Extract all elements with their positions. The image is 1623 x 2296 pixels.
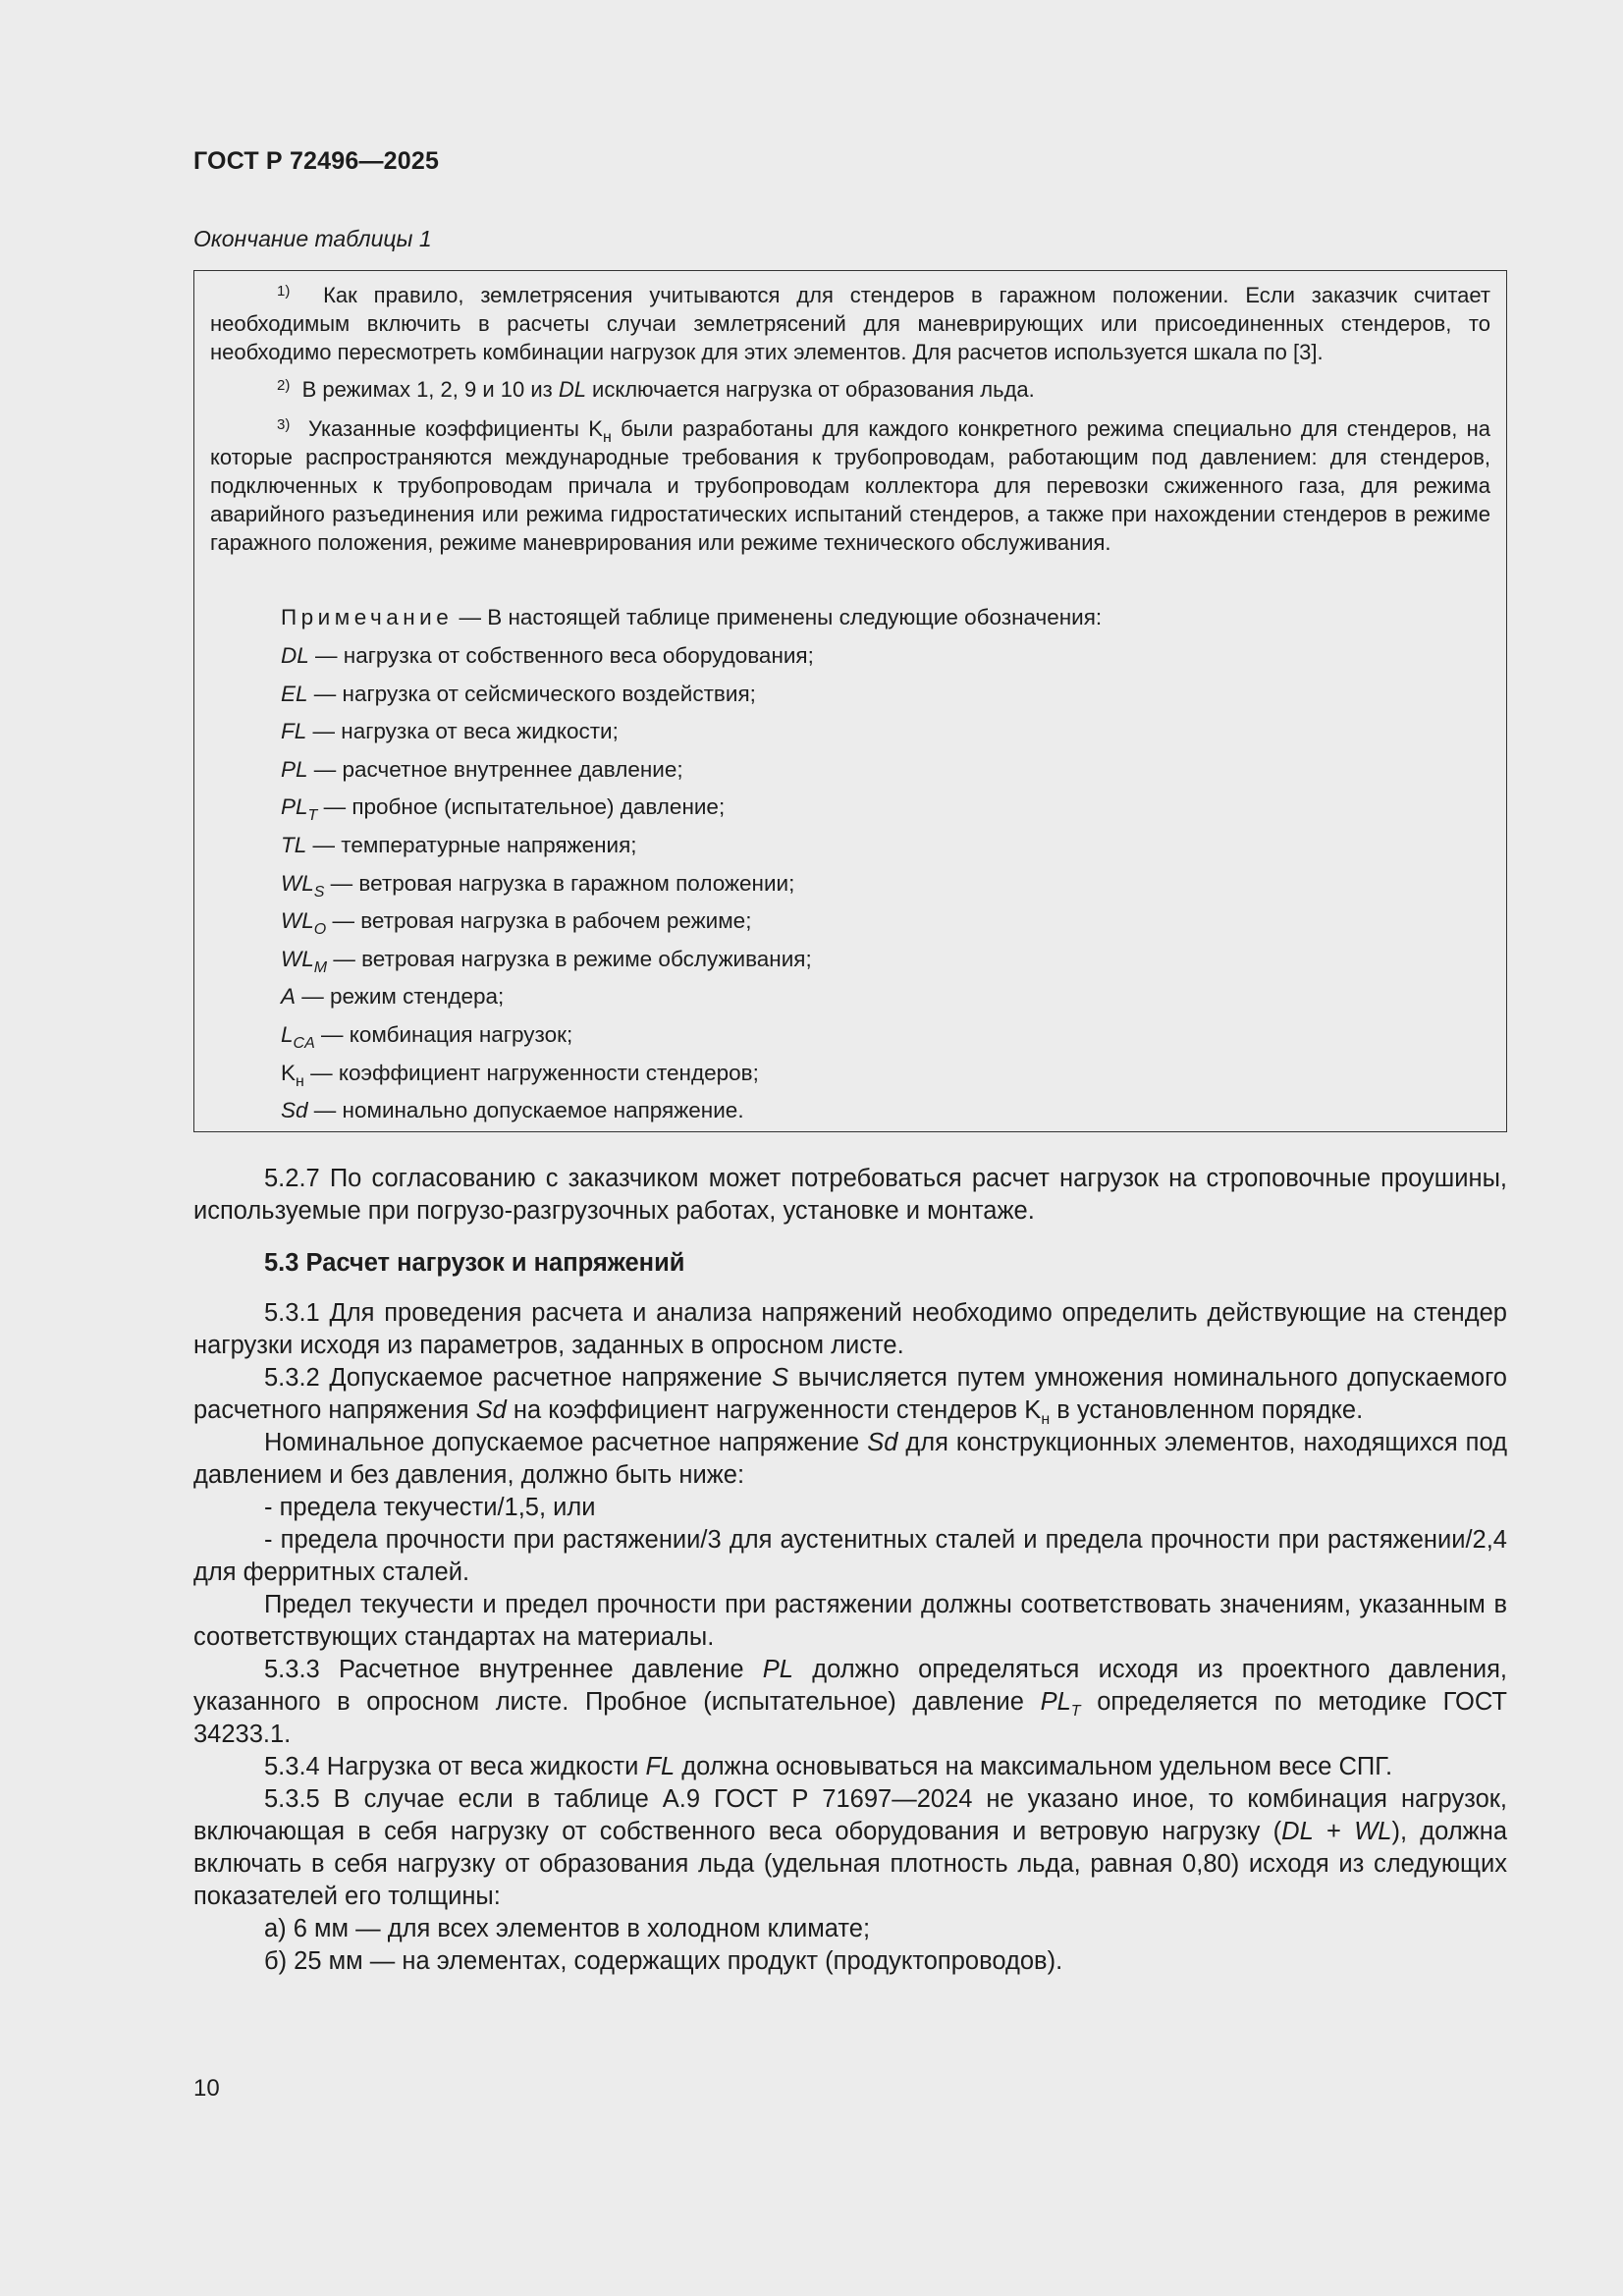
note-symbol-subscript: M: [313, 958, 328, 976]
list-item-tensile: - предела прочности при растяжении/3 для аустенитных сталей и предела прочности при растяжении/2,4 для ферритных сталей.: [193, 1526, 1507, 1586]
note-description: — режим стендера;: [296, 984, 505, 1010]
note-item: [281, 793, 726, 825]
note-heading: Примечание — В настоящей таблице применены следующие обозначения:: [281, 605, 1103, 629]
paragraph-5-3-5: 5.3.5 В случае если в таблице А.9 ГОСТ Р 71697—2024 не указано иное, то комбинация нагрузок, включающая в себя нагрузку от собственного веса оборудования и ветровую нагрузку (DL + WL), должна включать в себя нагрузку от образования льда (удельная плотность льда, равная 0,80) исходя из следующих показателей его толщины:: [193, 1785, 1507, 1910]
note-symbol: A: [281, 984, 297, 1010]
note-symbol: TL: [281, 833, 307, 857]
page-number: 10: [193, 2075, 220, 2102]
paragraph-5-3-2: 5.3.2 Допускаемое расчетное напряжение S вычисляется путем умножения номинального допускаемого расчетного напряжения Sd на коэффициент нагруженности стендеров $K_н$ в установленном порядке.: [193, 1364, 1507, 1428]
list-item-b: б) 25 мм — на элементах, содержащих продукт (продуктопроводов).: [264, 1947, 1063, 1975]
note-symbol-subscript: O: [313, 921, 327, 939]
paragraph-5-3-3: 5.3.3 Расчетное внутреннее давление PL должно определяться исходя из проектного давления, указанного в опросном листе. Пробное (испытательное) давление $PL_T$ определяется по методике ГОСТ 34233.1.: [193, 1656, 1507, 1748]
paragraph-5-3-4: 5.3.4 Нагрузка от веса жидкости FL должна основываться на максимальном удельном весе СПГ.: [264, 1753, 1393, 1780]
note-description: — ветровая нагрузка в гаражном положении;: [324, 870, 795, 896]
note-item: [281, 718, 619, 745]
note-symbol: K: [281, 1060, 297, 1085]
note-symbol: WL: [281, 870, 314, 896]
section-heading-5-3: 5.3 Расчет нагрузок и напряжений: [264, 1249, 685, 1277]
note-symbol: Sd: [281, 1098, 308, 1123]
note-item: [281, 907, 752, 939]
note-description: — температурные напряжения;: [306, 833, 637, 857]
note-symbol-subscript: н: [296, 1072, 304, 1090]
note-item: [281, 832, 637, 859]
list-item-a: а) 6 мм — для всех элементов в холодном климате;: [264, 1915, 871, 1942]
note-description: — нагрузка от сейсмического воздействия;: [307, 681, 756, 706]
document-header: ГОСТ Р 72496—2025: [193, 147, 440, 175]
note-description: — пробное (испытательное) давление;: [317, 794, 726, 820]
paragraph-yield-tensile: Предел текучести и предел прочности при растяжении должны соответствовать значениям, указанным в соответствующих стандартах на материалы.: [193, 1591, 1507, 1651]
body-text: [193, 1163, 1507, 1978]
note-symbol: DL: [281, 643, 309, 668]
note-symbol: WL: [281, 908, 314, 934]
note-item: [281, 756, 683, 784]
note-symbol: FL: [281, 719, 307, 744]
footnote-1: $^{1)}$ Как правило, землетрясения учитываются для стендеров в гаражном положении. Если заказчик считает необходимым включить в расчеты случаи землетрясений для маневрирующих или присоединенных стендеров, то необходимо пересмотреть комбинации нагрузок для этих элементов. Для расчетов используется шкала по [3].: [210, 283, 1490, 364]
paragraph-5-2-7: 5.2.7 По согласованию с заказчиком может потребоваться расчет нагрузок на строповочные проушины, используемые при погрузо-разгрузочных работах, установке и монтаже.: [193, 1165, 1507, 1225]
note-symbol: PL: [281, 794, 308, 820]
note-item: [281, 946, 812, 976]
table-footnotes-box: [193, 270, 1507, 1132]
paragraph-5-3-1: 5.3.1 Для проведения расчета и анализа напряжений необходимо определить действующие на стендер нагрузки исходя из параметров, заданных в опросном листе.: [193, 1299, 1507, 1359]
note-description: — номинально допускаемое напряжение.: [307, 1098, 744, 1123]
note-symbol: EL: [281, 681, 308, 706]
note-description: — ветровая нагрузка в режиме обслуживания;: [327, 946, 812, 971]
footnote-2: $^{2)}$ В режимах 1, 2, 9 и 10 из DL исключается нагрузка от образования льда.: [277, 377, 1035, 402]
note-item: [281, 1060, 759, 1090]
note-symbol: PL: [281, 756, 308, 782]
note-item: [281, 983, 504, 1011]
table-caption: Окончание таблицы 1: [193, 226, 432, 251]
note-symbol: L: [281, 1022, 294, 1047]
note-item: [281, 1021, 573, 1052]
note-description: — нагрузка от веса жидкости;: [306, 719, 619, 744]
paragraph-nominal-stress: Номинальное допускаемое расчетное напряжение Sd для конструкционных элементов, находящихся под давлением и без давления, должно быть ниже:: [193, 1429, 1507, 1489]
footnote-3: $^{3)}$ Указанные коэффициенты $K_н$ были разработаны для каждого конкретного режима специально для стендеров, на которые распространяются международные требования к трубопроводам, работающим под давлением: для стендеров, подключенных к трубопроводам причала и трубопроводам коллектора для перевозки сжиженного газа, для режима аварийного разъединения или режима гидростатических испытаний стендеров, а также при нахождении стендеров в режиме гаражного положения, режиме маневрирования или режиме технического обслуживания.: [210, 416, 1490, 555]
note-symbol-subscript: S: [313, 883, 325, 901]
note-description: — нагрузка от собственного веса оборудования;: [308, 643, 814, 668]
note-item: [281, 681, 756, 708]
note-symbol-subscript: CA: [293, 1035, 315, 1052]
note-symbol: WL: [281, 946, 314, 971]
note-item: [281, 642, 814, 670]
note-symbol-subscript: T: [307, 807, 318, 825]
note-description: — ветровая нагрузка в рабочем режиме;: [326, 908, 752, 934]
note-description: — коэффициент нагруженности стендеров;: [303, 1060, 759, 1085]
note-description: — расчетное внутреннее давление;: [307, 756, 683, 782]
note-item: [281, 1097, 744, 1124]
note-description: — комбинация нагрузок;: [314, 1022, 573, 1047]
list-item-yield: - предела текучести/1,5, или: [264, 1494, 596, 1521]
note-item: [281, 870, 795, 901]
